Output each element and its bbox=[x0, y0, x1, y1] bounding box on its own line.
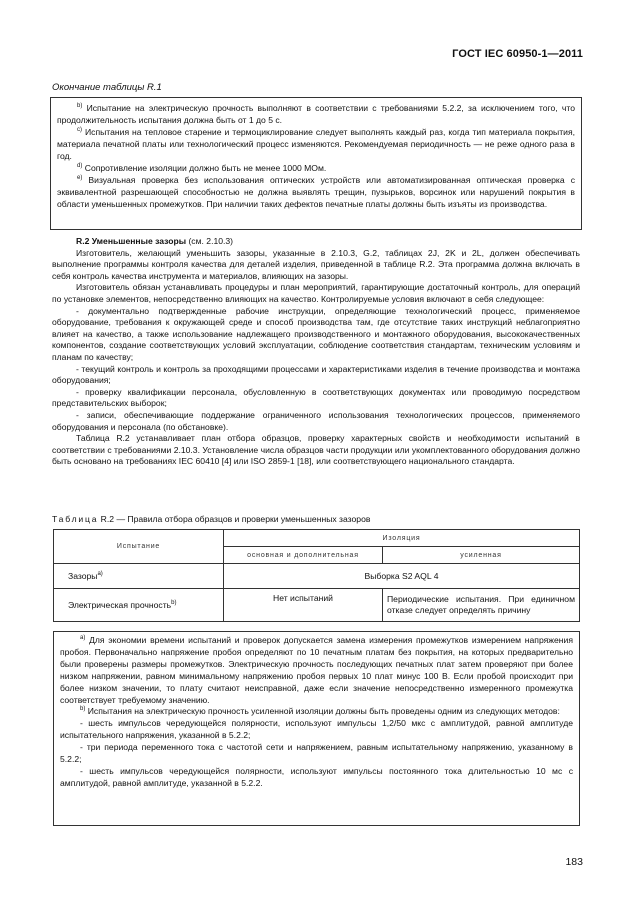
table-cell-sampling: Выборка S2 AQL 4 bbox=[224, 564, 580, 589]
section-r2 bbox=[52, 236, 580, 468]
table-row-test: Электрическая прочность$^{b)}$ bbox=[54, 589, 224, 622]
list-item: - текущий контроль и контроль за проходящими процессами и характеристиками изделия в течение производства и монтажа оборудования; bbox=[52, 363, 580, 386]
method-item: - шесть импульсов чередующейся полярности, используют импульсы постоянного тока длительностью 10 мс с амплитудой, равной амплитуде, указанной в 5.2.2. bbox=[60, 765, 573, 788]
note-a: $^{a)}$ Для экономии времени испытаний и проверок допускается замена измерения промежутков измерением напряжения пробоя. Первоначально напряжение пробоя определяют по 10 печатным платам без покрытия, на которых предварительно были проверены размеры промежутков. Электрическую прочность последующих печатных плат затем проверяют при более низком напряжении, равном минимальному напряжению пробоя первых 10 плат минус 100 В. Если пробой происходит при более низком значении, то плату считают неисправной, даже если значение непосредственно измеренного промежутка соответствует требуемому значению. bbox=[60, 635, 574, 705]
col-header-basic: основная и дополнительная bbox=[224, 547, 383, 564]
section-title: R.2 Уменьшенные зазоры (см. 2.10.3) bbox=[76, 236, 234, 246]
list-item: - документально подтвержденные рабочие инструкции, определяющие технологический процесс, применяемое оборудование, требования к окружающей среде и способ производства там, где отсутствие таких инструкций неблагоприятно влияет на качество, а также использование надлежащего производственного и монтажного оборудования, высококачественных компонентов, создание соответствующих условий эксплуатации, соблюдение соответствия стандартам, техническим условиям и планам по качеству; bbox=[52, 305, 580, 362]
note-b: $^{b)}$ Испытания на электрическую прочность усиленной изоляции должны быть проведены одним из следующих методов: bbox=[80, 706, 560, 717]
col-header-reinforced: усиленная bbox=[383, 547, 580, 564]
standard-header: ГОСТ IEC 60950-1—2011 bbox=[452, 48, 583, 60]
method-item: - шесть импульсов чередующейся полярности, используют импульсы 1,2/50 мкс с амплитудой, равной амплитуде испытательного напряжения, указанной в 5.2.2; bbox=[60, 718, 573, 741]
paragraph: Изготовитель, желающий уменьшить зазоры, указанные в 2.10.3, G.2, таблицах 2J, 2K и 2L, должен обеспечивать выполнение программы контроля качества для деталей изделия, приведенной в таблице R.2. Эта программа должна включать в себя контроль качества инструмента и материалов, влияющих на зазоры. bbox=[52, 247, 580, 281]
table-cell-basic: Нет испытаний bbox=[224, 589, 383, 622]
list-item: - записи, обеспечивающие поддержание ограниченного использования технологических процессов, применяемого оборудования и персонала (по обстановке). bbox=[52, 409, 580, 432]
note-d: $^{d)}$ Сопротивление изоляции должно быть не менее 1000 МОм. bbox=[77, 163, 327, 174]
table-cell-reinforced: Периодические испытания. При единичном отказе следует определять причину bbox=[383, 589, 580, 622]
paragraph: Изготовитель обязан устанавливать процедуры и план мероприятий, гарантирующие достаточный контроль, для операций по установке элементов, непосредственно влияющих на качество. Контролируемые условия включают в себя следующее: bbox=[52, 282, 580, 304]
note-c: $^{c)}$ Испытания на тепловое старение и термоциклирование следует выполнять каждый раз, когда тип материала покрытия, материала печатной платы или технологический процесс изменяются. Рекомендуемая периодичность — не реже одного раза в год. bbox=[57, 127, 575, 162]
table-r2-notes-box bbox=[53, 631, 580, 826]
col-header-test: Испытание bbox=[54, 530, 224, 564]
table-r2-caption: Таблица R.2 — Правила отбора образцов и проверки уменьшенных зазоров bbox=[52, 514, 371, 524]
table-r1-notes-box bbox=[50, 97, 582, 230]
list-item: - проверку квалификации персонала, обусловленную в соответствующих документах или проводимую посредством представительских выборок; bbox=[52, 386, 580, 409]
table-row-test: Зазоры$^{a)}$ bbox=[54, 564, 224, 589]
method-item: - три периода переменного тока с частотой сети и напряжением, равным испытательному напряжению, указанному в 5.2.2; bbox=[60, 742, 573, 765]
note-e: $^{e)}$ Визуальная проверка без использования оптических устройств или автоматизированная оптическая проверка с эквивалентной разрешающей способностью не должна выявлять трещин, пузырьков, ворсинок или нарушений покрытия в области уменьшенных промежутков. При наличии таких дефектов печатные платы должны быть изъяты из производства. bbox=[57, 175, 575, 210]
page-number: 183 bbox=[565, 856, 583, 868]
paragraph: Таблица R.2 устанавливает план отбора образцов, проверку характерных свойств и необходимости испытаний в соответствии с требованиями 2.10.3. Установление числа образцов части продукции или укомплектованного оборудования должно быть основано на требованиях IEC 60410 [4] или ISO 2859-1 [18], или соответствующего национального стандарта. bbox=[52, 433, 580, 467]
table-r2 bbox=[53, 529, 580, 622]
col-header-insulation: Изоляция bbox=[224, 530, 580, 547]
table-continuation-caption: Окончание таблицы R.1 bbox=[52, 82, 162, 93]
note-b: $^{b)}$ Испытание на электрическую прочность выполняют в соответствии с требованиями 5.2.2, за исключением того, что продолжительность испытания должна быть от 1 до 5 с. bbox=[57, 103, 575, 126]
